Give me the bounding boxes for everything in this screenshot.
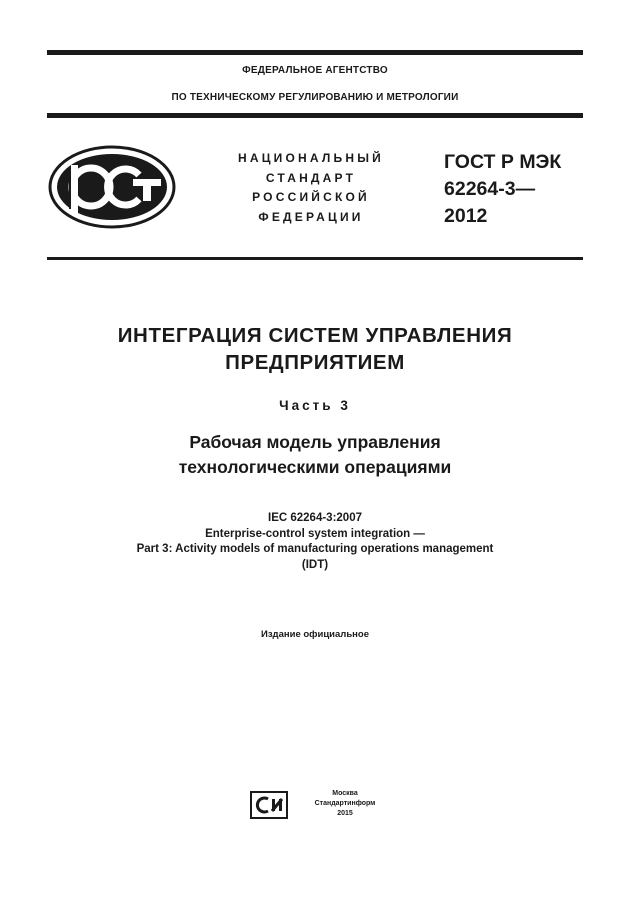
iec-code: IEC 62264-3:2007	[268, 512, 362, 524]
international-reference	[0, 511, 630, 573]
document-title	[0, 322, 630, 376]
gost-r-emblem-icon	[47, 145, 177, 229]
standard-type-line-2: СТАНДАРТ	[265, 170, 357, 185]
subtitle-line-2: технологическими операциями	[178, 457, 452, 477]
edition-label: Издание официальное	[261, 629, 369, 640]
publisher-name: Стандартинформ	[314, 800, 376, 807]
title-line-1: ИНТЕГРАЦИЯ СИСТЕМ УПРАВЛЕНИЯ	[117, 324, 513, 347]
part-label: Часть 3	[279, 398, 351, 413]
agency-rule	[47, 113, 583, 118]
top-rule	[47, 50, 583, 55]
standard-type-line-3: РОССИЙСКОЙ	[252, 190, 370, 204]
publisher-city: Москва	[332, 790, 358, 797]
standard-type-line-4: ФЕДЕРАЦИИ	[258, 209, 364, 224]
title-line-2: ПРЕДПРИЯТИЕМ	[225, 351, 405, 374]
publisher-logo	[250, 791, 288, 819]
standard-number	[444, 149, 561, 230]
header-bottom-rule	[47, 257, 583, 260]
agency-line-1: ФЕДЕРАЛЬНОЕ АГЕНТСТВО	[242, 65, 388, 76]
standard-number-line-2: 62264-3—	[444, 178, 536, 200]
iec-title-line-3: (IDT)	[301, 558, 329, 571]
document-subtitle	[0, 430, 630, 480]
publisher-year: 2015	[337, 810, 353, 817]
publisher-info	[290, 789, 400, 819]
iec-title-line-2: Part 3: Activity models of manufacturing operations management	[136, 543, 494, 555]
standard-type	[222, 149, 400, 227]
agency-line-2: ПО ТЕХНИЧЕСКОМУ РЕГУЛИРОВАНИЮ И МЕТРОЛОГИИ	[171, 92, 459, 103]
standartinform-logo-icon	[250, 791, 288, 819]
standard-number-line-3: 2012	[444, 205, 488, 227]
iec-title-line-1: Enterprise-control system integration —	[205, 527, 425, 540]
standard-type-line-1: НАЦИОНАЛЬНЫЙ	[237, 151, 385, 165]
gost-logo	[47, 145, 177, 229]
standard-number-line-1: ГОСТ Р МЭК	[444, 151, 562, 173]
subtitle-line-1: Рабочая модель управления	[189, 432, 441, 452]
